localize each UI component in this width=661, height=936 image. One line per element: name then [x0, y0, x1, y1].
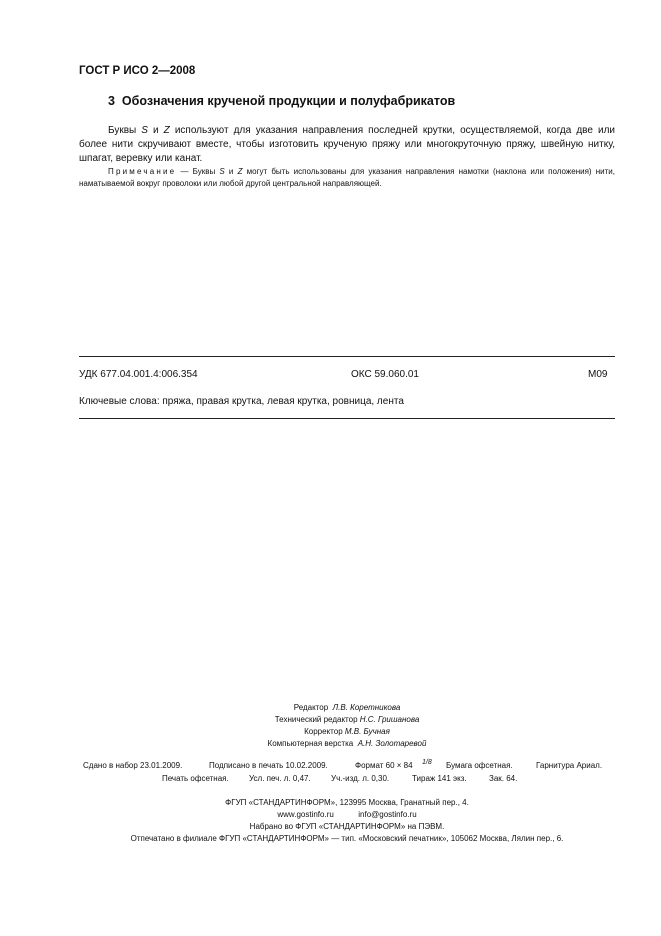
credit-tech-editor: Технический редактор Н.С. Гришанова — [274, 715, 420, 724]
note-paragraph: Примечание — Буквы S и Z могут быть использованы для указания направления намотки (наклона или положения) нити, наматываемой вокруг проволоки или любой другой центральной направляющей. — [79, 167, 615, 188]
section-heading — [108, 94, 455, 108]
publisher-printed: Отпечатано в филиале ФГУП «СТАНДАРТИНФОРМ» — тип. «Московский печатник», 105062 Москва, Лялин пер., 6. — [130, 834, 564, 843]
standard-header: ГОСТ Р ИСО 2—2008 — [79, 65, 196, 77]
section-title: Обозначения крученой продукции и полуфабрикатов — [121, 94, 456, 108]
section-number: 3 — [108, 94, 115, 108]
note-label: Примечание — [108, 167, 177, 176]
category-code: М09 — [588, 369, 608, 380]
udk-code: УДК 677.04.001.4:006.354 — [79, 369, 198, 380]
credit-layout: Компьютерная верстка А.Н. Золотаревой — [267, 739, 427, 748]
rule-top — [79, 356, 615, 357]
format-fraction: 1/8 — [422, 759, 432, 766]
keywords: Ключевые слова: пряжа, правая крутка, левая крутка, ровница, лента — [79, 396, 404, 407]
publisher-typeset: Набрано во ФГУП «СТАНДАРТИНФОРМ» на ПЭВМ. — [249, 822, 445, 831]
credit-proofreader: Корректор М.В. Бучная — [304, 727, 390, 736]
publisher-contacts — [79, 809, 615, 821]
publisher-address: ФГУП «СТАНДАРТИНФОРМ», 123995 Москва, Гранатный пер., 4. — [225, 798, 469, 807]
rule-bottom — [79, 418, 615, 419]
oks-code: ОКС 59.060.01 — [351, 369, 419, 380]
publisher-website: www.gostinfo.ru — [277, 810, 334, 819]
publisher-email: info@gostinfo.ru — [358, 810, 417, 819]
credit-editor: Редактор Л.В. Коретникова — [293, 703, 401, 712]
body-paragraph: Буквы S и Z используют для указания направления последней крутки, осуществляемой, когда две или более нити скручивают вместе, чтобы изготовить крученую пряжу или многокруточную пряжу, швейную нитку, шпагат, веревку или канат. — [79, 125, 615, 164]
